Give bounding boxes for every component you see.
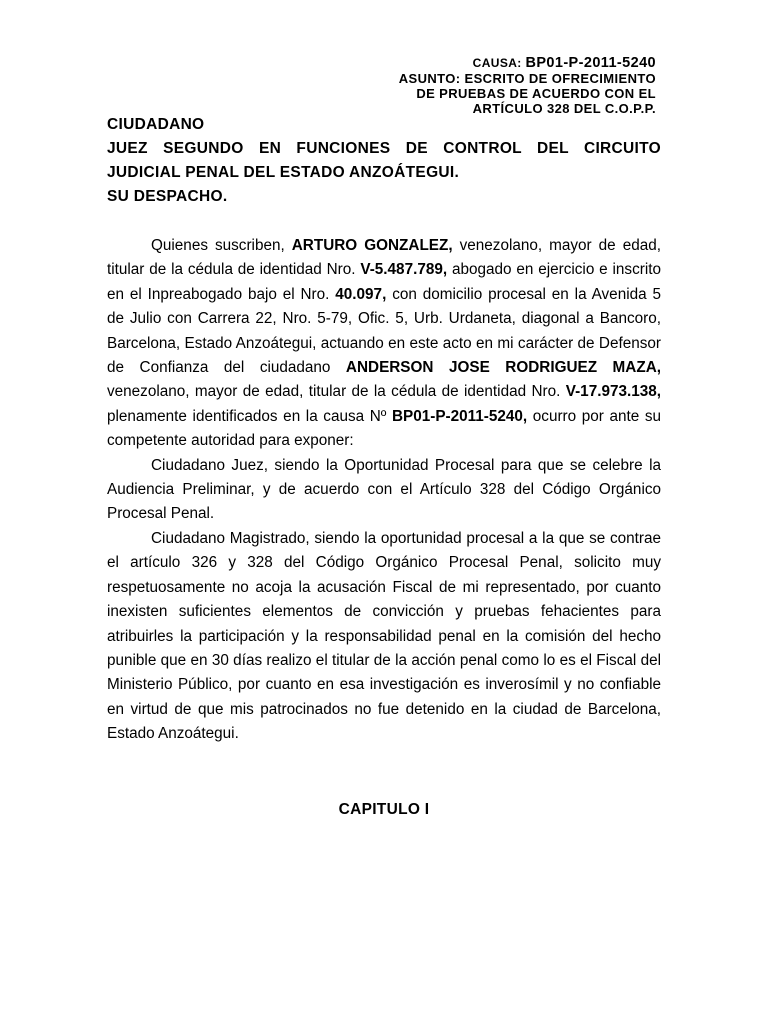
text-segment: plenamente identificados en la causa Nº [107, 407, 392, 425]
document-body [107, 234, 661, 747]
body-paragraph [107, 527, 661, 747]
bold-text: ARTURO GONZALEZ, [291, 237, 453, 254]
case-value: BP01-P-2011-5240 [525, 55, 656, 71]
bold-text: BP01-P-2011-5240, [391, 407, 528, 425]
addressee-line: JUDICIAL PENAL DEL ESTADO ANZOÁTEGUI. [107, 164, 460, 181]
text-segment: Quienes suscriben, [151, 237, 292, 254]
case-label: CAUSA: [472, 56, 526, 70]
text-segment: Ciudadano Magistrado, siendo la oportunidad procesal a la que se contrae el artículo 326 y 328 del Código Orgánico Procesal Penal, solicito muy respetuosamente no acoja la acusación Fiscal de mi representado, por cuanto inexisten suficientes elementos de convicción y pruebas fehacientes para atribuirles la participación y la responsabilidad penal en la comisión del hecho punible que en 30 días realizo el titular de la acción penal como lo es el Fiscal del Ministerio Público, por cuanto en esa investigación es inverosímil y no confiable en virtud de que mis patrocinados no fue detenido en la ciudad de Barcelona, Estado Anzoátegui. [107, 529, 661, 743]
text-segment: venezolano, mayor de edad, titular de la cédula de identidad Nro. [107, 383, 566, 401]
body-paragraph [107, 234, 661, 454]
case-number [473, 55, 656, 71]
text-segment: con domicilio procesal en la Avenida 5 de Julio con Carrera 22, Nro. 5-79, Ofic. 5, Urb. Urdaneta, diagonal a Bancoro, Barcelona, Estado Anzoátegui, actuando en este acto en mi carácter de Defensor de Confianza del ciudadano [107, 285, 661, 377]
subject-line: ASUNTO: ESCRITO DE OFRECIMIENTO [398, 71, 656, 86]
text-segment: Ciudadano Juez, siendo la Oportunidad Procesal para que se celebre la Audiencia Preliminar, y de acuerdo con el Artículo 328 del Código Orgánico Procesal Penal. [107, 456, 661, 523]
bold-text: V-5.487.789, [360, 261, 448, 279]
addressee-line: SU DESPACHO. [107, 188, 228, 205]
bold-text: V-17.973.138, [565, 383, 661, 401]
addressee-line: CIUDADANO [107, 116, 205, 133]
addressee-line: JUEZ SEGUNDO EN FUNCIONES DE CONTROL DEL CIRCUITO [107, 140, 661, 157]
chapter-heading: CAPITULO I [338, 801, 430, 818]
subject-line: ARTÍCULO 328 DEL C.O.P.P. [472, 101, 656, 116]
subject-line: DE PRUEBAS DE ACUERDO CON EL [416, 86, 656, 101]
bold-text: 40.097, [335, 285, 387, 303]
text-segment: venezolano, mayor de edad, titular de la cédula de identidad Nro. [107, 237, 661, 279]
text-segment: ocurro por ante su competente autoridad para exponer: [107, 407, 661, 450]
body-paragraph [107, 454, 661, 527]
subject-block [399, 71, 656, 116]
text-segment: abogado en ejercicio e inscrito en el Inpreabogado bajo el Nro. [107, 261, 661, 303]
bold-text: ANDERSON JOSE RODRIGUEZ MAZA, [345, 359, 661, 377]
